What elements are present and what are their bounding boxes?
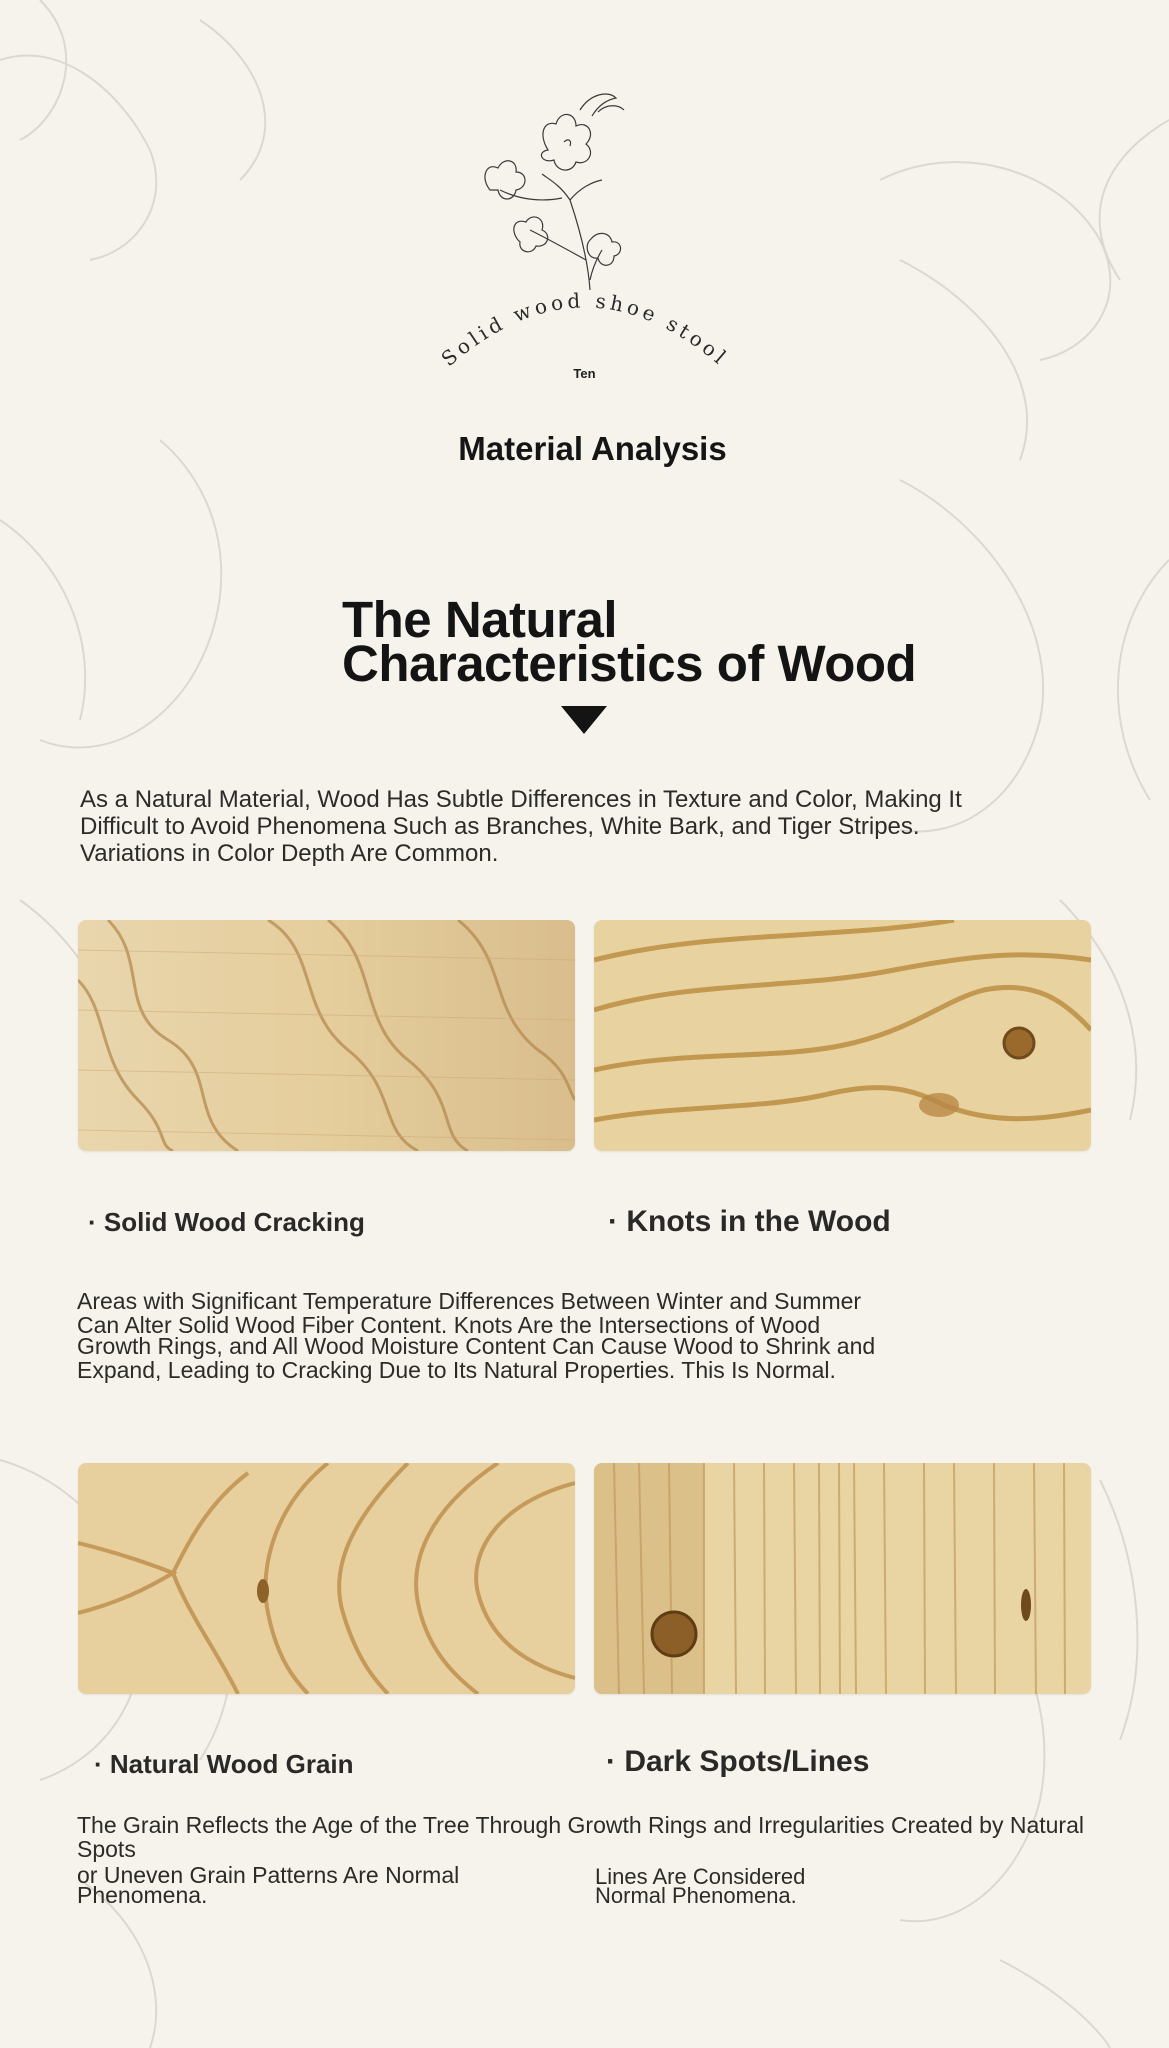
grain-line-4: Phenomena. bbox=[77, 1882, 208, 1908]
intro-paragraph bbox=[80, 786, 1040, 867]
heading-line-2: Characteristics of Wood bbox=[342, 635, 917, 692]
spots-paragraph bbox=[595, 1864, 995, 1908]
caption-natural-wood-grain: · Natural Wood Grain bbox=[94, 1749, 354, 1779]
straight-grain-knot-photo bbox=[594, 1463, 1091, 1694]
brand-logo bbox=[430, 90, 740, 390]
section-label: Material Analysis bbox=[458, 430, 727, 467]
caption-solid-wood-cracking: · Solid Wood Cracking bbox=[88, 1207, 365, 1237]
grain-line-3: or Uneven Grain Patterns Are Normal bbox=[77, 1862, 460, 1888]
main-heading bbox=[342, 591, 1042, 692]
triangle-down-icon bbox=[561, 706, 607, 734]
caption-knots-in-wood: · Knots in the Wood bbox=[608, 1205, 891, 1238]
brand-arc-text: Solid wood shoe stool bbox=[436, 288, 734, 371]
intro-line-1: As a Natural Material, Wood Has Subtle Differences in Texture and Color, Making It bbox=[80, 786, 962, 813]
spots-line-1: Lines Are Considered bbox=[595, 1864, 806, 1889]
cracking-line-4: Expand, Leading to Cracking Due to Its Natural Properties. This Is Normal. bbox=[77, 1357, 836, 1383]
wood-grain-arches-photo bbox=[78, 920, 575, 1151]
caption-dark-spots-lines: · Dark Spots/Lines bbox=[606, 1745, 870, 1778]
cathedral-grain-photo bbox=[78, 1463, 575, 1694]
cracking-line-3: Growth Rings, and All Wood Moisture Content Can Cause Wood to Shrink and bbox=[77, 1333, 876, 1359]
cracking-line-2: Can Alter Solid Wood Fiber Content. Knots Are the Intersections of Wood bbox=[77, 1312, 821, 1338]
cracking-paragraph bbox=[77, 1289, 1077, 1382]
floral-sketch-icon bbox=[485, 94, 624, 290]
spots-line-2: Normal Phenomena. bbox=[595, 1883, 797, 1908]
grain-line-2: Spots bbox=[77, 1836, 136, 1862]
wood-knot-photo bbox=[594, 920, 1091, 1151]
heading-line-1: The Natural bbox=[342, 591, 618, 648]
brand-subtitle: Ten bbox=[573, 366, 596, 381]
cracking-line-1: Areas with Significant Temperature Differences Between Winter and Summer bbox=[77, 1288, 862, 1314]
intro-line-3: Variations in Color Depth Are Common. bbox=[80, 840, 499, 867]
grain-line-1: The Grain Reflects the Age of the Tree Through Growth Rings and Irregularities Created by Natural bbox=[77, 1812, 1084, 1838]
svg-text:Solid wood shoe stool bbox=[436, 288, 733, 371]
intro-line-2: Difficult to Avoid Phenomena Such as Branches, White Bark, and Tiger Stripes. bbox=[80, 813, 920, 840]
